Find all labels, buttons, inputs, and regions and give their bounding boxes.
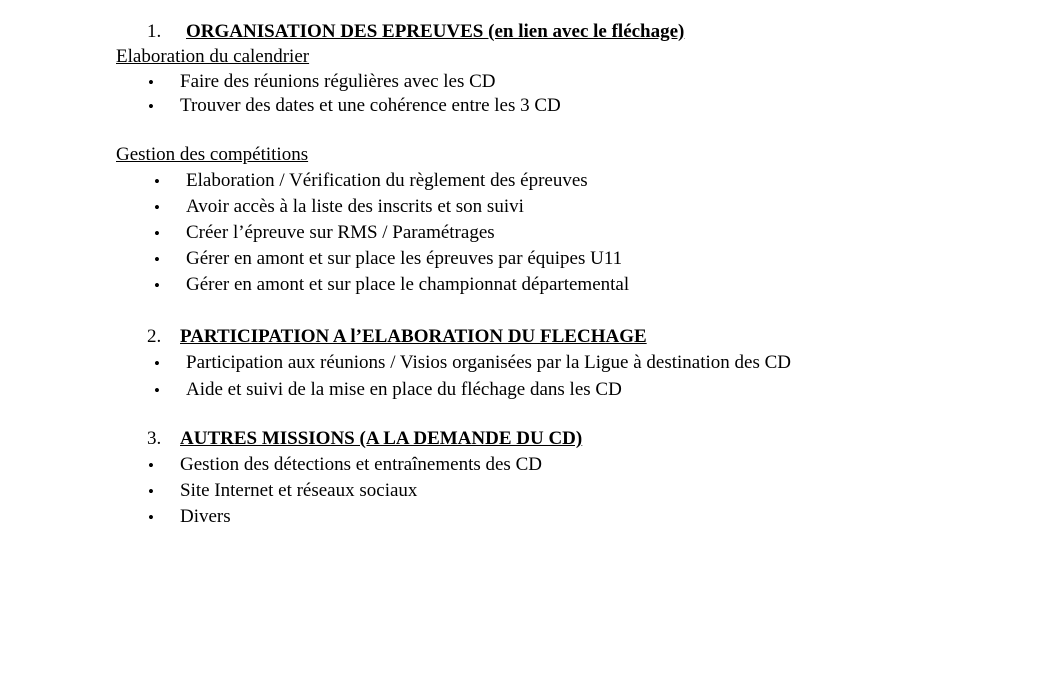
bullet-icon: •	[154, 172, 160, 191]
bullet-icon: •	[148, 482, 154, 501]
list-item: Divers	[180, 506, 231, 527]
list-item: Gérer en amont et sur place le championnat départemental	[186, 274, 630, 295]
list-item: Site Internet et réseaux sociaux	[180, 480, 418, 501]
section-2-title: PARTICIPATION A l’ELABORATION DU FLECHAGE	[180, 326, 647, 347]
list-item: Trouver des dates et une cohérence entre les 3 CD	[180, 95, 561, 116]
section-1-title: ORGANISATION DES EPREUVES (en lien avec le fléchage)	[186, 21, 685, 42]
list-item: Elaboration / Vérification du règlement des épreuves	[186, 170, 588, 191]
bullet-icon: •	[148, 73, 154, 92]
bullet-icon: •	[154, 224, 160, 243]
list-item: Gestion des détections et entraînements des CD	[180, 454, 542, 475]
bullet-icon: •	[154, 250, 160, 269]
list-item: Aide et suivi de la mise en place du fléchage dans les CD	[186, 379, 622, 400]
bullet-icon: •	[154, 276, 160, 295]
bullet-icon: •	[148, 97, 154, 116]
bullet-icon: •	[154, 198, 160, 217]
section-2-number: 2.	[147, 326, 162, 347]
list-item: Gérer en amont et sur place les épreuves par équipes U11	[186, 248, 623, 269]
bullet-icon: •	[154, 381, 160, 400]
section-1-number: 1.	[147, 21, 162, 42]
subsection-competitions-title: Gestion des compétitions	[116, 144, 309, 165]
list-item: Faire des réunions régulières avec les CD	[180, 71, 496, 92]
bullet-icon: •	[154, 354, 160, 373]
section-3-number: 3.	[147, 428, 162, 449]
bullet-icon: •	[148, 456, 154, 475]
subsection-calendrier-title: Elaboration du calendrier	[116, 46, 310, 67]
list-item: Participation aux réunions / Visios organisées par la Ligue à destination des CD	[186, 352, 791, 373]
bullet-icon: •	[148, 508, 154, 527]
section-3-title: AUTRES MISSIONS (A LA DEMANDE DU CD)	[180, 428, 583, 449]
list-item: Créer l’épreuve sur RMS / Paramétrages	[186, 222, 495, 243]
list-item: Avoir accès à la liste des inscrits et son suivi	[186, 196, 524, 217]
